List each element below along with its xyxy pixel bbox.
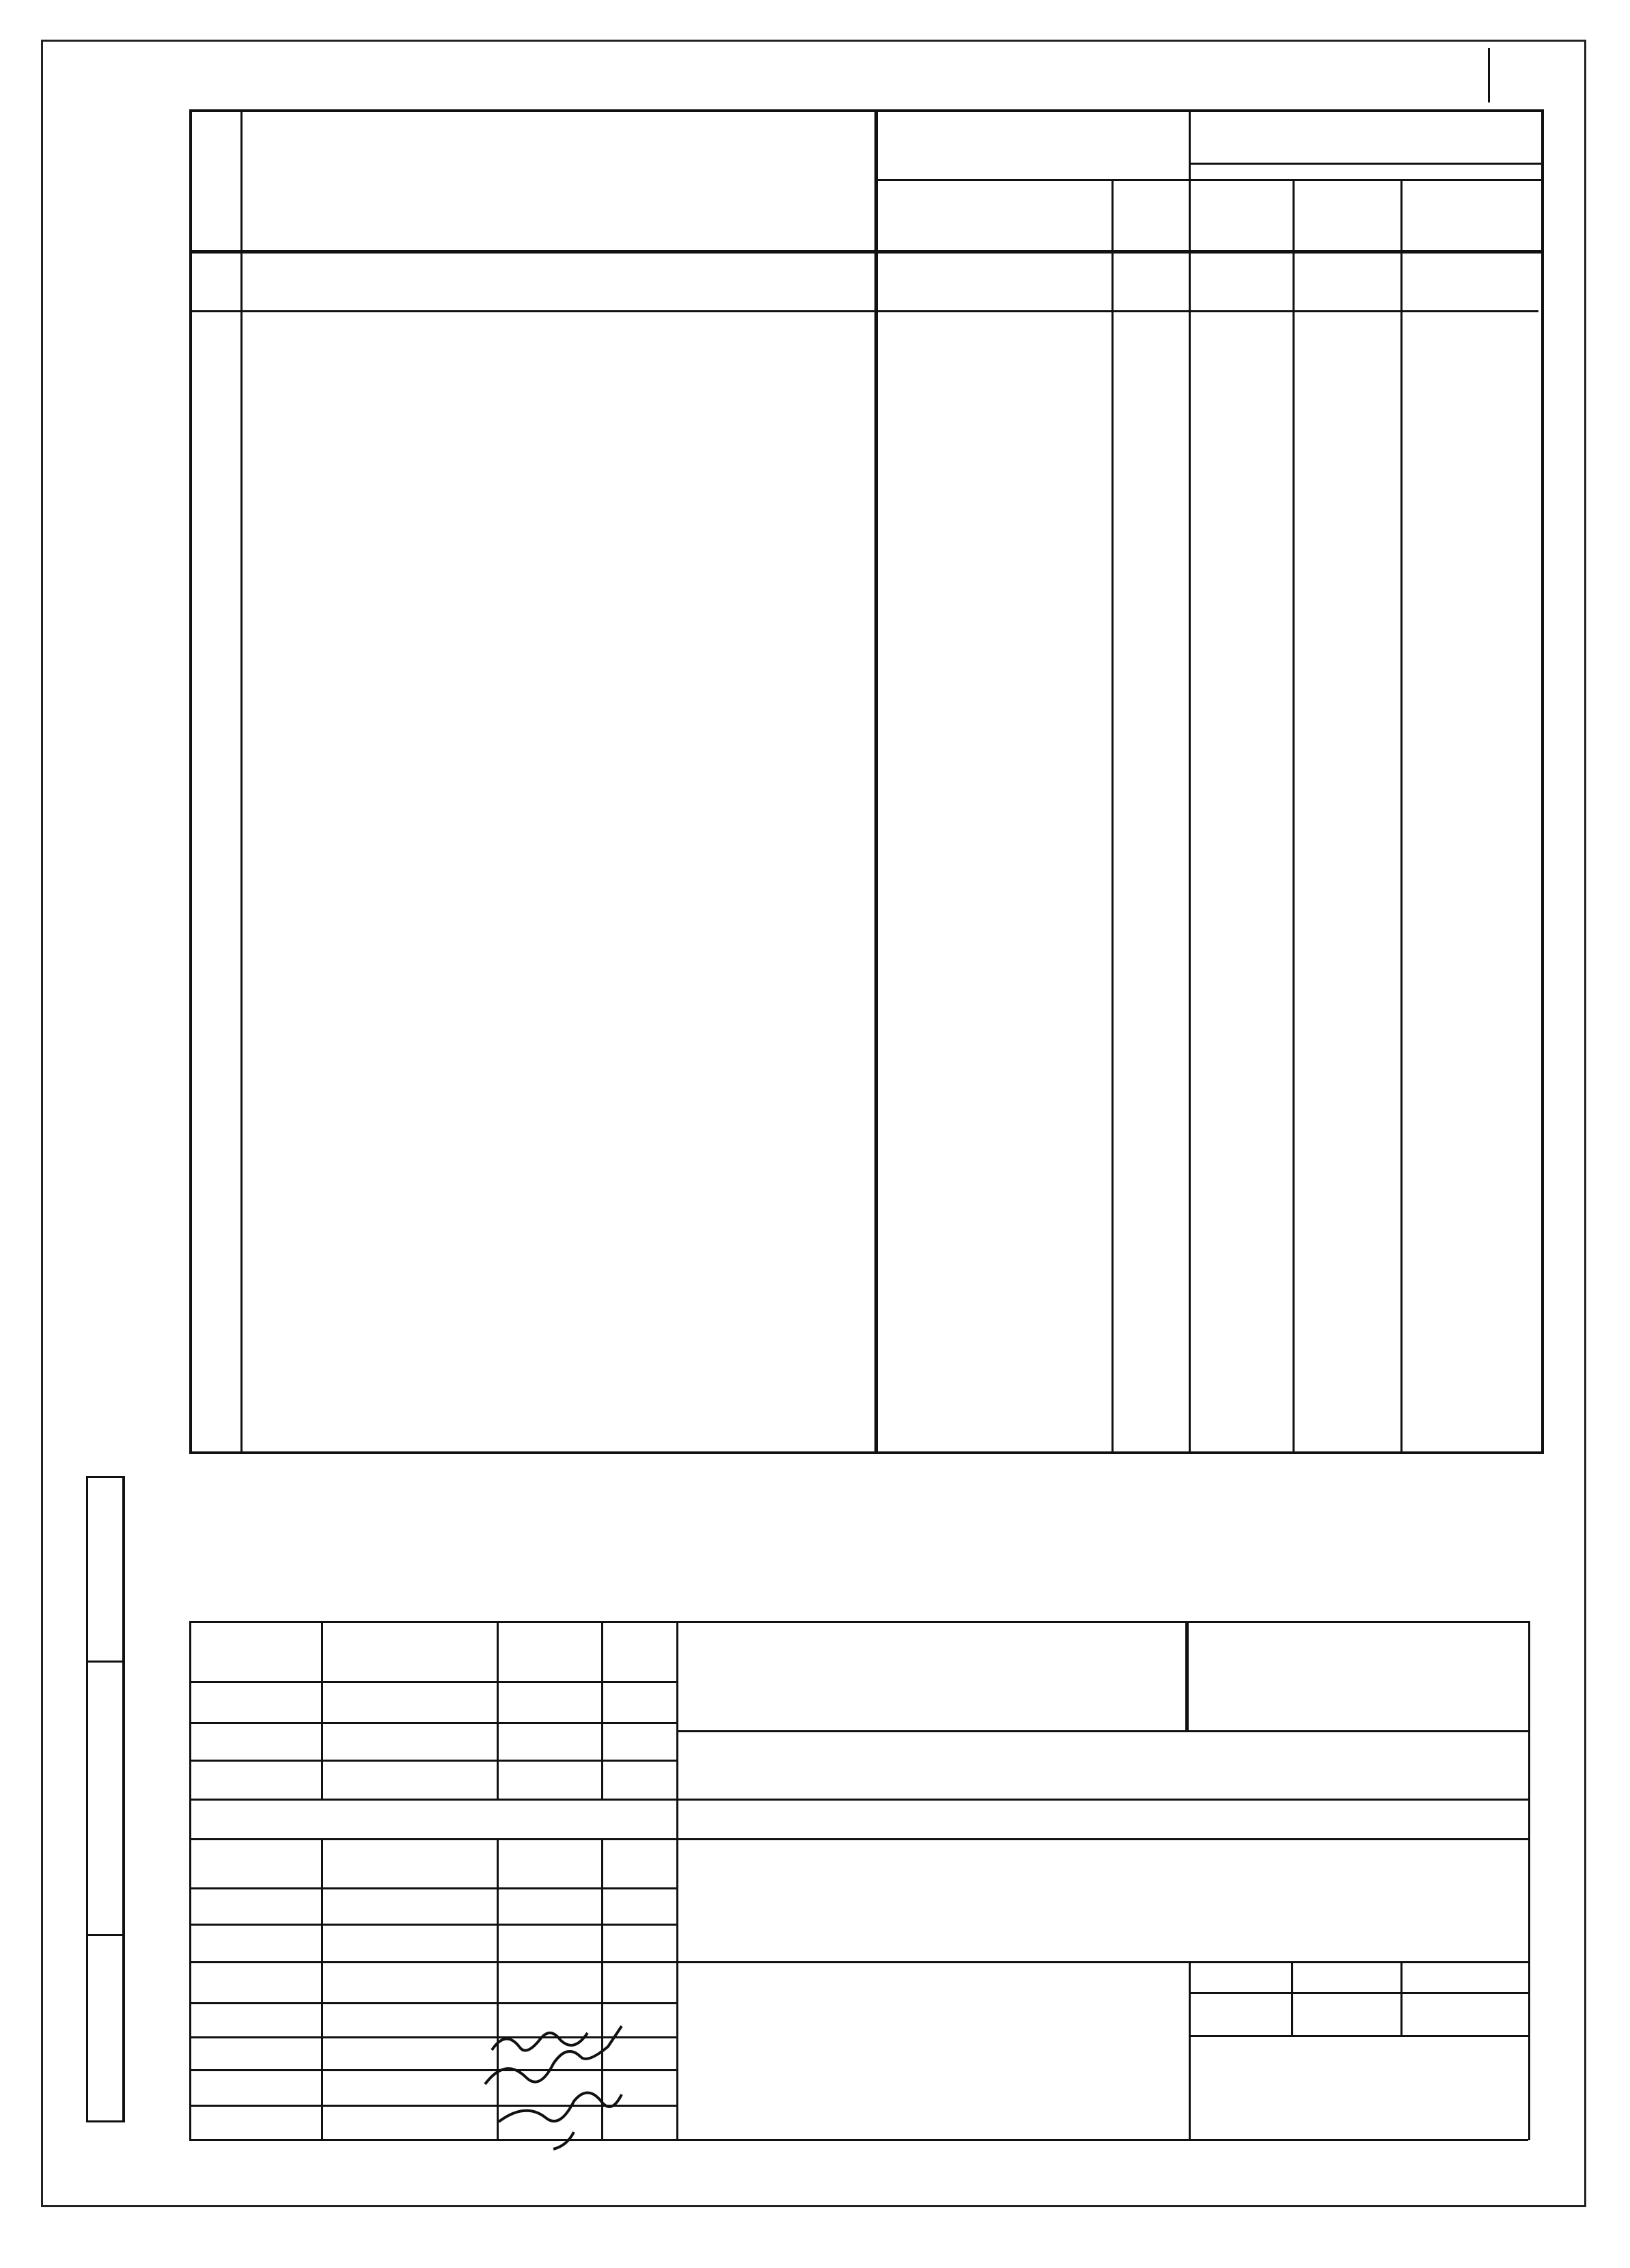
stamp-row-6 xyxy=(189,1887,676,1889)
stamp-col-1 xyxy=(321,1621,323,1799)
stamp-col-2 xyxy=(497,1621,499,1799)
signatures-image xyxy=(478,2002,656,2153)
stage-box-left xyxy=(1189,1961,1191,2139)
header-bottom-line xyxy=(189,250,1541,254)
stamp-col-3 xyxy=(601,1621,603,1799)
stamp-row-4b xyxy=(676,1730,1528,1732)
privyazan-divider xyxy=(1185,1623,1189,1732)
stage-col-2 xyxy=(1400,1961,1403,2035)
stamp-row-1 xyxy=(189,1681,676,1683)
stamp-row-4 xyxy=(189,1799,1528,1801)
stamp-col-1b xyxy=(321,1838,323,2139)
stamp-row-8 xyxy=(189,1961,1528,1963)
stamp-top-line xyxy=(189,1621,1528,1623)
stage-label-line xyxy=(1189,1992,1528,1994)
side-divider-2 xyxy=(86,1934,122,1936)
side-strip xyxy=(86,1476,125,2122)
stamp-col-4 xyxy=(676,1621,678,2140)
stamp-row-2 xyxy=(189,1722,676,1724)
row-separator xyxy=(240,310,1538,312)
stamp-left-line xyxy=(189,1621,191,2140)
stamp-row-7 xyxy=(189,1924,676,1926)
stage-col-1 xyxy=(1291,1961,1293,2035)
col-line-ind xyxy=(1400,179,1403,1451)
page-number-divider xyxy=(1488,48,1490,103)
side-divider-1 xyxy=(86,1661,122,1663)
col-line-type xyxy=(1293,179,1295,1451)
stage-value-line xyxy=(1189,2035,1528,2037)
stamp-right-line xyxy=(1528,1621,1530,2140)
qty-subheader-line xyxy=(1189,163,1541,165)
stamp-row-3 xyxy=(189,1760,676,1762)
stamp-bottom-line xyxy=(189,2139,1528,2141)
row-number-separator xyxy=(189,310,240,312)
stamp-row-5 xyxy=(189,1838,1528,1840)
col-line-code xyxy=(1111,179,1114,1451)
code-subheader-line xyxy=(874,179,1541,181)
